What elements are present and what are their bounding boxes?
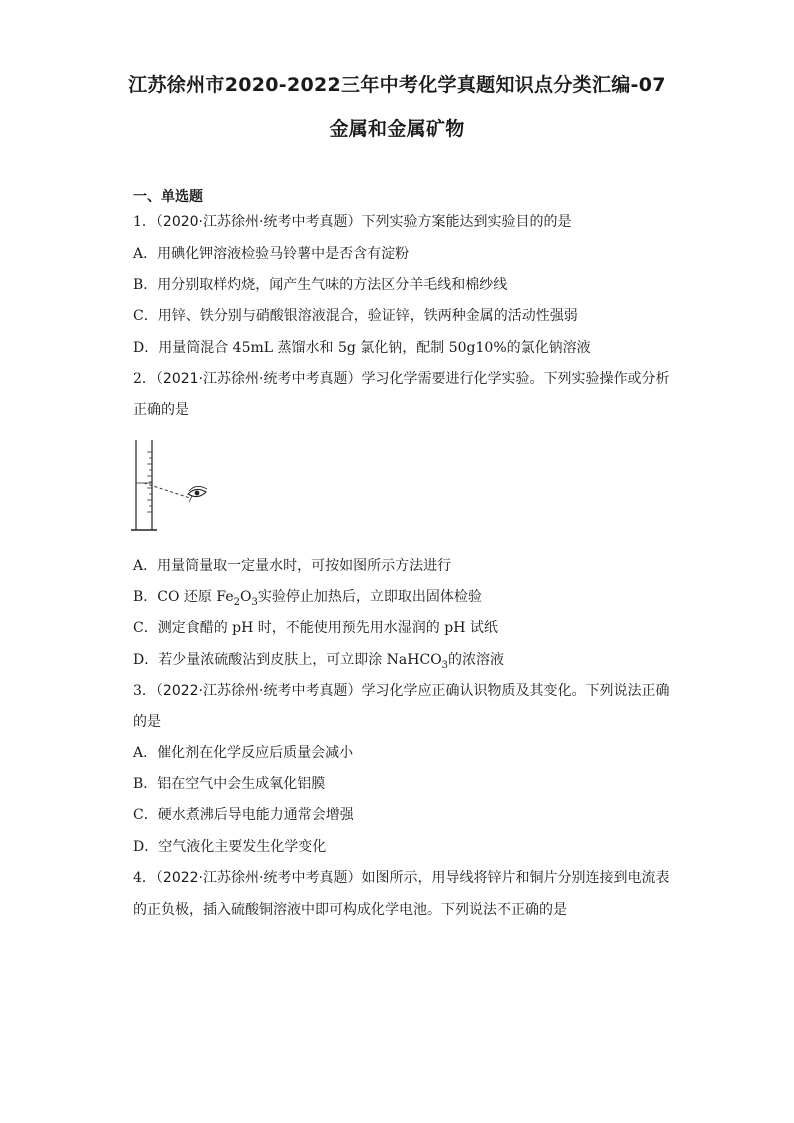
question-3-option-c: C．硬水煮沸后导电能力通常会增强 bbox=[133, 807, 354, 823]
graduated-cylinder-eye-diagram bbox=[128, 436, 218, 536]
question-3-stem: 3．（2022·江苏徐州·统考中考真题）学习化学应正确认识物质及其变化。下列说法正确 bbox=[133, 683, 670, 699]
question-1-option-d: D．用量筒混合 45mL 蒸馏水和 5g 氯化钠，配制 50g10%的氯化钠溶液 bbox=[133, 340, 591, 356]
question-1-option-b: B．用分别取样灼烧，闻产生气味的方法区分羊毛线和棉纱线 bbox=[133, 277, 508, 293]
question-2-option-c: C．测定食醋的 pH 时，不能使用预先用水湿润的 pH 试纸 bbox=[133, 620, 498, 636]
question-1-option-c: C．用锌、铁分别与硝酸银溶液混合，验证锌，铁两种金属的活动性强弱 bbox=[133, 308, 578, 324]
question-1-stem: 1．（2020·江苏徐州·统考中考真题）下列实验方案能达到实验目的的是 bbox=[133, 214, 572, 230]
question-4-stem-cont: 的正负极，插入硫酸铜溶液中即可构成化学电池。下列说法不正确的是 bbox=[133, 902, 567, 918]
question-2-option-b: B．CO 还原 $Fe_2O_3$实验停止加热后，立即取出固体检验 bbox=[133, 589, 482, 608]
page-title: 江苏徐州市2020-2022三年中考化学真题知识点分类汇编-07 bbox=[128, 74, 666, 96]
question-2-stem: 2．（2021·江苏徐州·统考中考真题）学习化学需要进行化学实验。下列实验操作或分析 bbox=[133, 371, 670, 387]
question-4-stem: 4．（2022·江苏徐州·统考中考真题）如图所示，用导线将锌片和铜片分别连接到电流表 bbox=[133, 870, 670, 886]
question-1-option-a: A．用碘化钾溶液检验马铃薯中是否含有淀粉 bbox=[133, 246, 410, 262]
question-2-option-a: A．用量筒量取一定量水时，可按如图所示方法进行 bbox=[133, 558, 452, 574]
question-3-option-d: D．空气液化主要发生化学变化 bbox=[133, 839, 327, 855]
question-2-stem-cont: 正确的是 bbox=[133, 402, 189, 418]
question-3-stem-cont: 的是 bbox=[133, 714, 161, 730]
question-3-option-b: B．铝在空气中会生成氧化铝膜 bbox=[133, 776, 326, 792]
page-subtitle: 金属和金属矿物 bbox=[329, 118, 465, 140]
question-3-option-a: A．催化剂在化学反应后质量会减小 bbox=[133, 745, 354, 761]
question-2-option-d: D．若少量浓硫酸沾到皮肤上，可立即涂 NaHCO$_3$的浓溶液 bbox=[133, 652, 505, 671]
section-heading: 一、单选题 bbox=[133, 189, 203, 205]
